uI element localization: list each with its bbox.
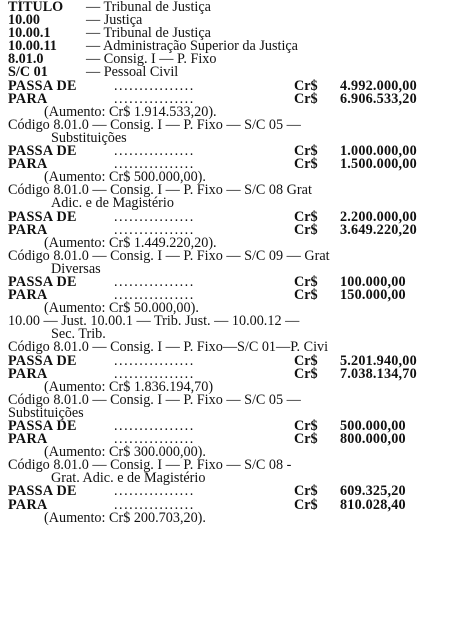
code-line: Código 8.01.0 — Consig. I — P. Fixo—S/C 01—P. Civi: [8, 339, 329, 356]
passa-de-value: 100.000,00: [340, 273, 406, 290]
code-line: Código 8.01.0 — Consig. I — P. Fixo — S/C 08 Grat: [8, 182, 312, 199]
para-value: 3.649.220,20: [340, 221, 417, 238]
aumento-line: (Aumento: Cr$ 1.449.220,20).: [44, 234, 217, 251]
code-continuation: Adic. e de Magistério: [51, 195, 174, 212]
currency-label: Cr$: [294, 287, 318, 304]
passa-de-label: PASSA DE: [8, 273, 77, 290]
code-line: Código 8.01.0 — Consig. I — P. Fixo — S/C 05 —: [8, 116, 301, 133]
code-continuation: Diversas: [51, 260, 101, 277]
header-value: — Administração Superior da Justiça: [86, 38, 298, 55]
para-value: 150.000,00: [340, 287, 406, 304]
aumento-line: (Aumento: Cr$ 1.836.194,70): [44, 378, 214, 395]
code-continuation: Sec. Trib.: [51, 326, 106, 343]
leader-dots: ................: [114, 145, 195, 159]
para-label: PARA: [8, 365, 48, 382]
header-line: [8, 1, 460, 14]
para-label: PARA: [8, 90, 48, 107]
header-key: 10.00.1: [8, 25, 51, 42]
para-label: PARA: [8, 287, 48, 304]
header-line: [8, 40, 460, 53]
passa-de-value: 5.201.940,00: [340, 352, 417, 369]
currency-label: Cr$: [294, 483, 318, 500]
para-value: 7.038.134,70: [340, 365, 417, 382]
header-line: [8, 14, 460, 27]
para-label: PARA: [8, 156, 48, 173]
leader-dots: ................: [114, 275, 195, 290]
header-value: — Justiça: [86, 12, 143, 29]
header-value: — Tribunal de Justiça: [86, 25, 211, 42]
budget-block-1: [8, 77, 460, 120]
aumento-line: (Aumento: Cr$ 1.914.533,20).: [44, 103, 217, 120]
leader-dots: ................: [114, 92, 195, 106]
passa-de-label: PASSA DE: [8, 208, 77, 225]
currency-label: Cr$: [294, 496, 318, 513]
passa-de-label: PASSA DE: [8, 418, 77, 434]
leader-dots: ................: [114, 158, 195, 172]
passa-de-label: PASSA DE: [8, 77, 77, 94]
currency-label: Cr$: [294, 221, 318, 238]
aumento-line: (Aumento: Cr$ 200.703,20).: [44, 509, 206, 526]
header-value: — Pessoal Civil: [86, 64, 179, 81]
header-key: 8.01.0: [8, 51, 44, 68]
code-continuation: Substituições: [51, 129, 127, 146]
leader-dots: ................: [114, 223, 195, 237]
currency-label: Cr$: [294, 418, 318, 434]
passa-de-value: 1.000.000,00: [340, 143, 417, 160]
header-key: S/C 01: [8, 64, 48, 81]
leader-dots: ................: [114, 498, 195, 512]
passa-de-label: PASSA DE: [8, 352, 77, 369]
para-value: 1.500.000,00: [340, 156, 417, 173]
para-label: PARA: [8, 496, 48, 513]
leader-dots: ................: [114, 367, 195, 381]
currency-label: Cr$: [294, 431, 318, 448]
leader-dots: ................: [114, 433, 195, 447]
currency-label: Cr$: [294, 143, 318, 160]
passa-de-value: 609.325,20: [340, 483, 406, 500]
para-label: PARA: [8, 431, 48, 448]
budget-block-6: [8, 391, 460, 461]
leader-dots: ................: [114, 79, 195, 93]
para-label: PARA: [8, 221, 48, 238]
leader-dots: ................: [114, 354, 195, 368]
header-value: — Consig. I — P. Fixo: [86, 51, 217, 68]
code-line: Código 8.01.0 — Consig. I — P. Fixo — S/C 09 — Grat: [8, 247, 330, 264]
header-block: [8, 1, 460, 80]
header-key: 10.00.11: [8, 38, 57, 55]
header-value: — Tribunal de Justiça: [86, 0, 211, 15]
currency-label: Cr$: [294, 156, 318, 173]
code-continuation: Substituições: [8, 404, 84, 421]
currency-label: Cr$: [294, 273, 318, 290]
currency-label: Cr$: [294, 208, 318, 225]
budget-block-5: [8, 315, 460, 394]
para-value: 800.000,00: [340, 431, 406, 448]
budget-block-4: [8, 247, 460, 317]
budget-block-2: [8, 116, 460, 186]
currency-label: Cr$: [294, 77, 318, 94]
para-value: 6.906.533,20: [340, 90, 417, 107]
budget-block-3: [8, 184, 460, 249]
currency-label: Cr$: [294, 90, 318, 107]
code-continuation: Grat. Adic. e de Magistério: [51, 470, 206, 487]
aumento-line: (Aumento: Cr$ 50.000,00).: [44, 300, 199, 317]
header-key: 10.00: [8, 12, 40, 29]
passa-de-value: 4.992.000,00: [340, 77, 417, 94]
leader-dots: ................: [114, 420, 195, 434]
budget-block-7: [8, 459, 460, 524]
aumento-line: (Aumento: Cr$ 500.000,00).: [44, 169, 206, 186]
passa-de-value: 2.200.000,00: [340, 208, 417, 225]
para-value: 810.028,40: [340, 496, 406, 513]
leader-dots: ................: [114, 289, 195, 303]
header-key: TÍTULO: [8, 0, 64, 15]
passa-de-label: PASSA DE: [8, 143, 77, 160]
passa-de-value: 500.000,00: [340, 418, 406, 434]
leader-dots: ................: [114, 485, 195, 499]
currency-label: Cr$: [294, 352, 318, 369]
code-line: Código 8.01.0 — Consig. I — P. Fixo — S/C 05 —: [8, 391, 301, 408]
passa-de-label: PASSA DE: [8, 483, 77, 500]
currency-label: Cr$: [294, 365, 318, 382]
code-line: Código 8.01.0 — Consig. I — P. Fixo — S/C 08 -: [8, 457, 292, 474]
leader-dots: ................: [114, 210, 195, 224]
header-line: [8, 53, 460, 66]
aumento-line: (Aumento: Cr$ 300.000,00).: [44, 444, 206, 461]
code-line: 10.00 — Just. 10.00.1 — Trib. Just. — 10.00.12 —: [8, 313, 300, 330]
